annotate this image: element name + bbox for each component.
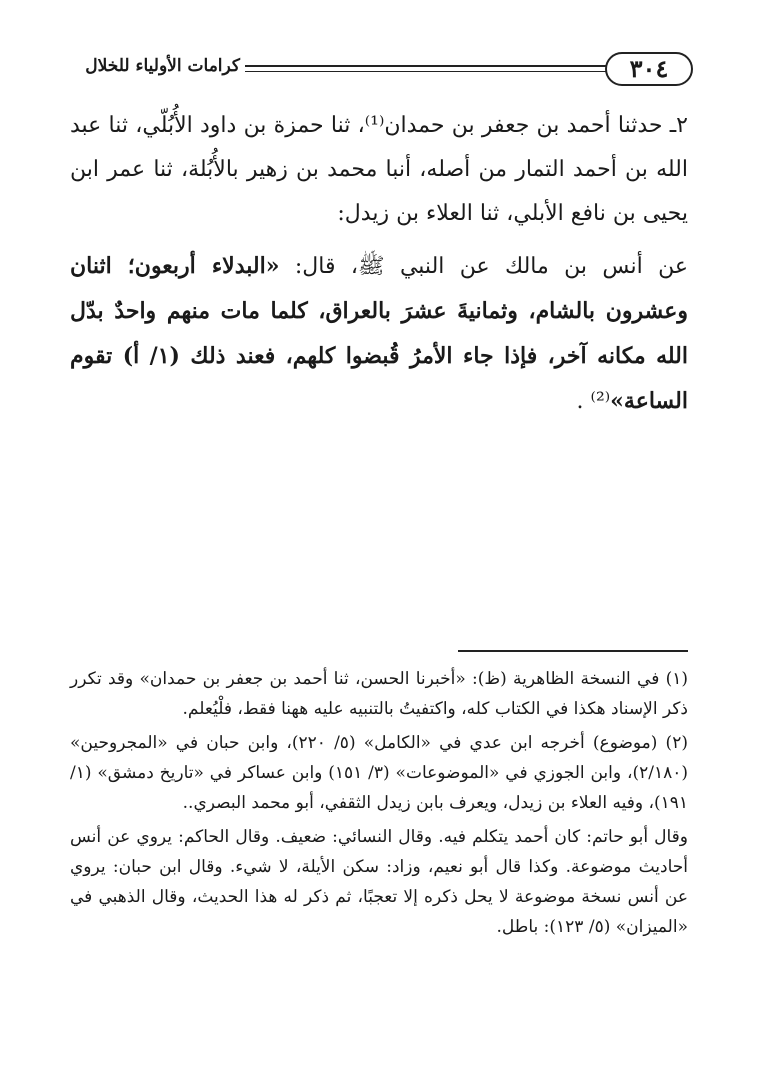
page-number: ٣٠٤ <box>605 52 693 86</box>
book-title: كرامات الأولياء للخلال <box>85 56 240 76</box>
matn-text: «البدلاء أربعون؛ اثنان وعشرون بالشام، وثمانيةَ عشرَ بالعراق، كلما مات منهم واحدٌ بدّل الله مكانه آخر، فإذا جاء الأمرُ قُبضوا كلهم، فعند ذلك (١/ أ) تقوم الساعة» <box>70 253 688 414</box>
main-text <box>70 104 688 432</box>
footnote-2-continued: وقال أبو حاتم: كان أحمد يتكلم فيه. وقال النسائي: ضعيف. وقال الحاكم: يروي عن أنس أحاديث موضوعة. وكذا قال أبو نعيم، وزاد: سكن الأيلة، لا شيء. وقال ابن حبان: يروي عن أنس نسخة موضوعة لا يحل ذكره إلا تعجبًا، ثم ذكر له هذا الحديث، وقال الذهبي في «الميزان» (٥/ ١٢٣): باطل. <box>70 827 688 937</box>
running-header <box>60 52 700 92</box>
header-rule <box>245 65 607 67</box>
footnotes <box>70 664 688 946</box>
hadith-isnad: ٢ـ حدثنا أحمد بن جعفر بن حمدان⁽¹⁾، ثنا حمزة بن داود الأُبُلّي، ثنا عبد الله بن أحمد التمار من أصله، أنبا محمد بن زهير بالأُبُلة، ثنا عمر ابن يحيى بن نافع الأبلي، ثنا العلاء بن زيدل: <box>70 113 688 226</box>
footnote-ref: ⁽²⁾ . <box>576 389 611 414</box>
footnote-2: (٢) (موضوع) أخرجه ابن عدي في «الكامل» (٥/ ٢٢٠)، وابن حبان في «المجروحين» (٢/١٨٠)، وابن الجوزي في «الموضوعات» (٣/ ١٥١) وابن عساكر في «تاريخ دمشق» (١/ ١٩١)، وفيه العلاء بن زيدل، ويعرف بابن زيدل الثقفي، أبو محمد البصري.. <box>70 733 688 813</box>
header-rule-thin <box>245 71 607 72</box>
hadith-matn <box>70 244 688 424</box>
footnote-separator <box>458 650 688 652</box>
footnote-1: (١) في النسخة الظاهرية (ظ): «أخبرنا الحسن، ثنا أحمد بن جعفر بن حمدان» وقد تكرر ذكر الإسناد هكذا في الكتاب كله، واكتفيتُ بالتنبيه عليه ههنا فقط، فلْيُعلم. <box>70 669 688 719</box>
matn-intro: عن أنس بن مالك عن النبي ﷺ، قال: <box>279 254 688 279</box>
